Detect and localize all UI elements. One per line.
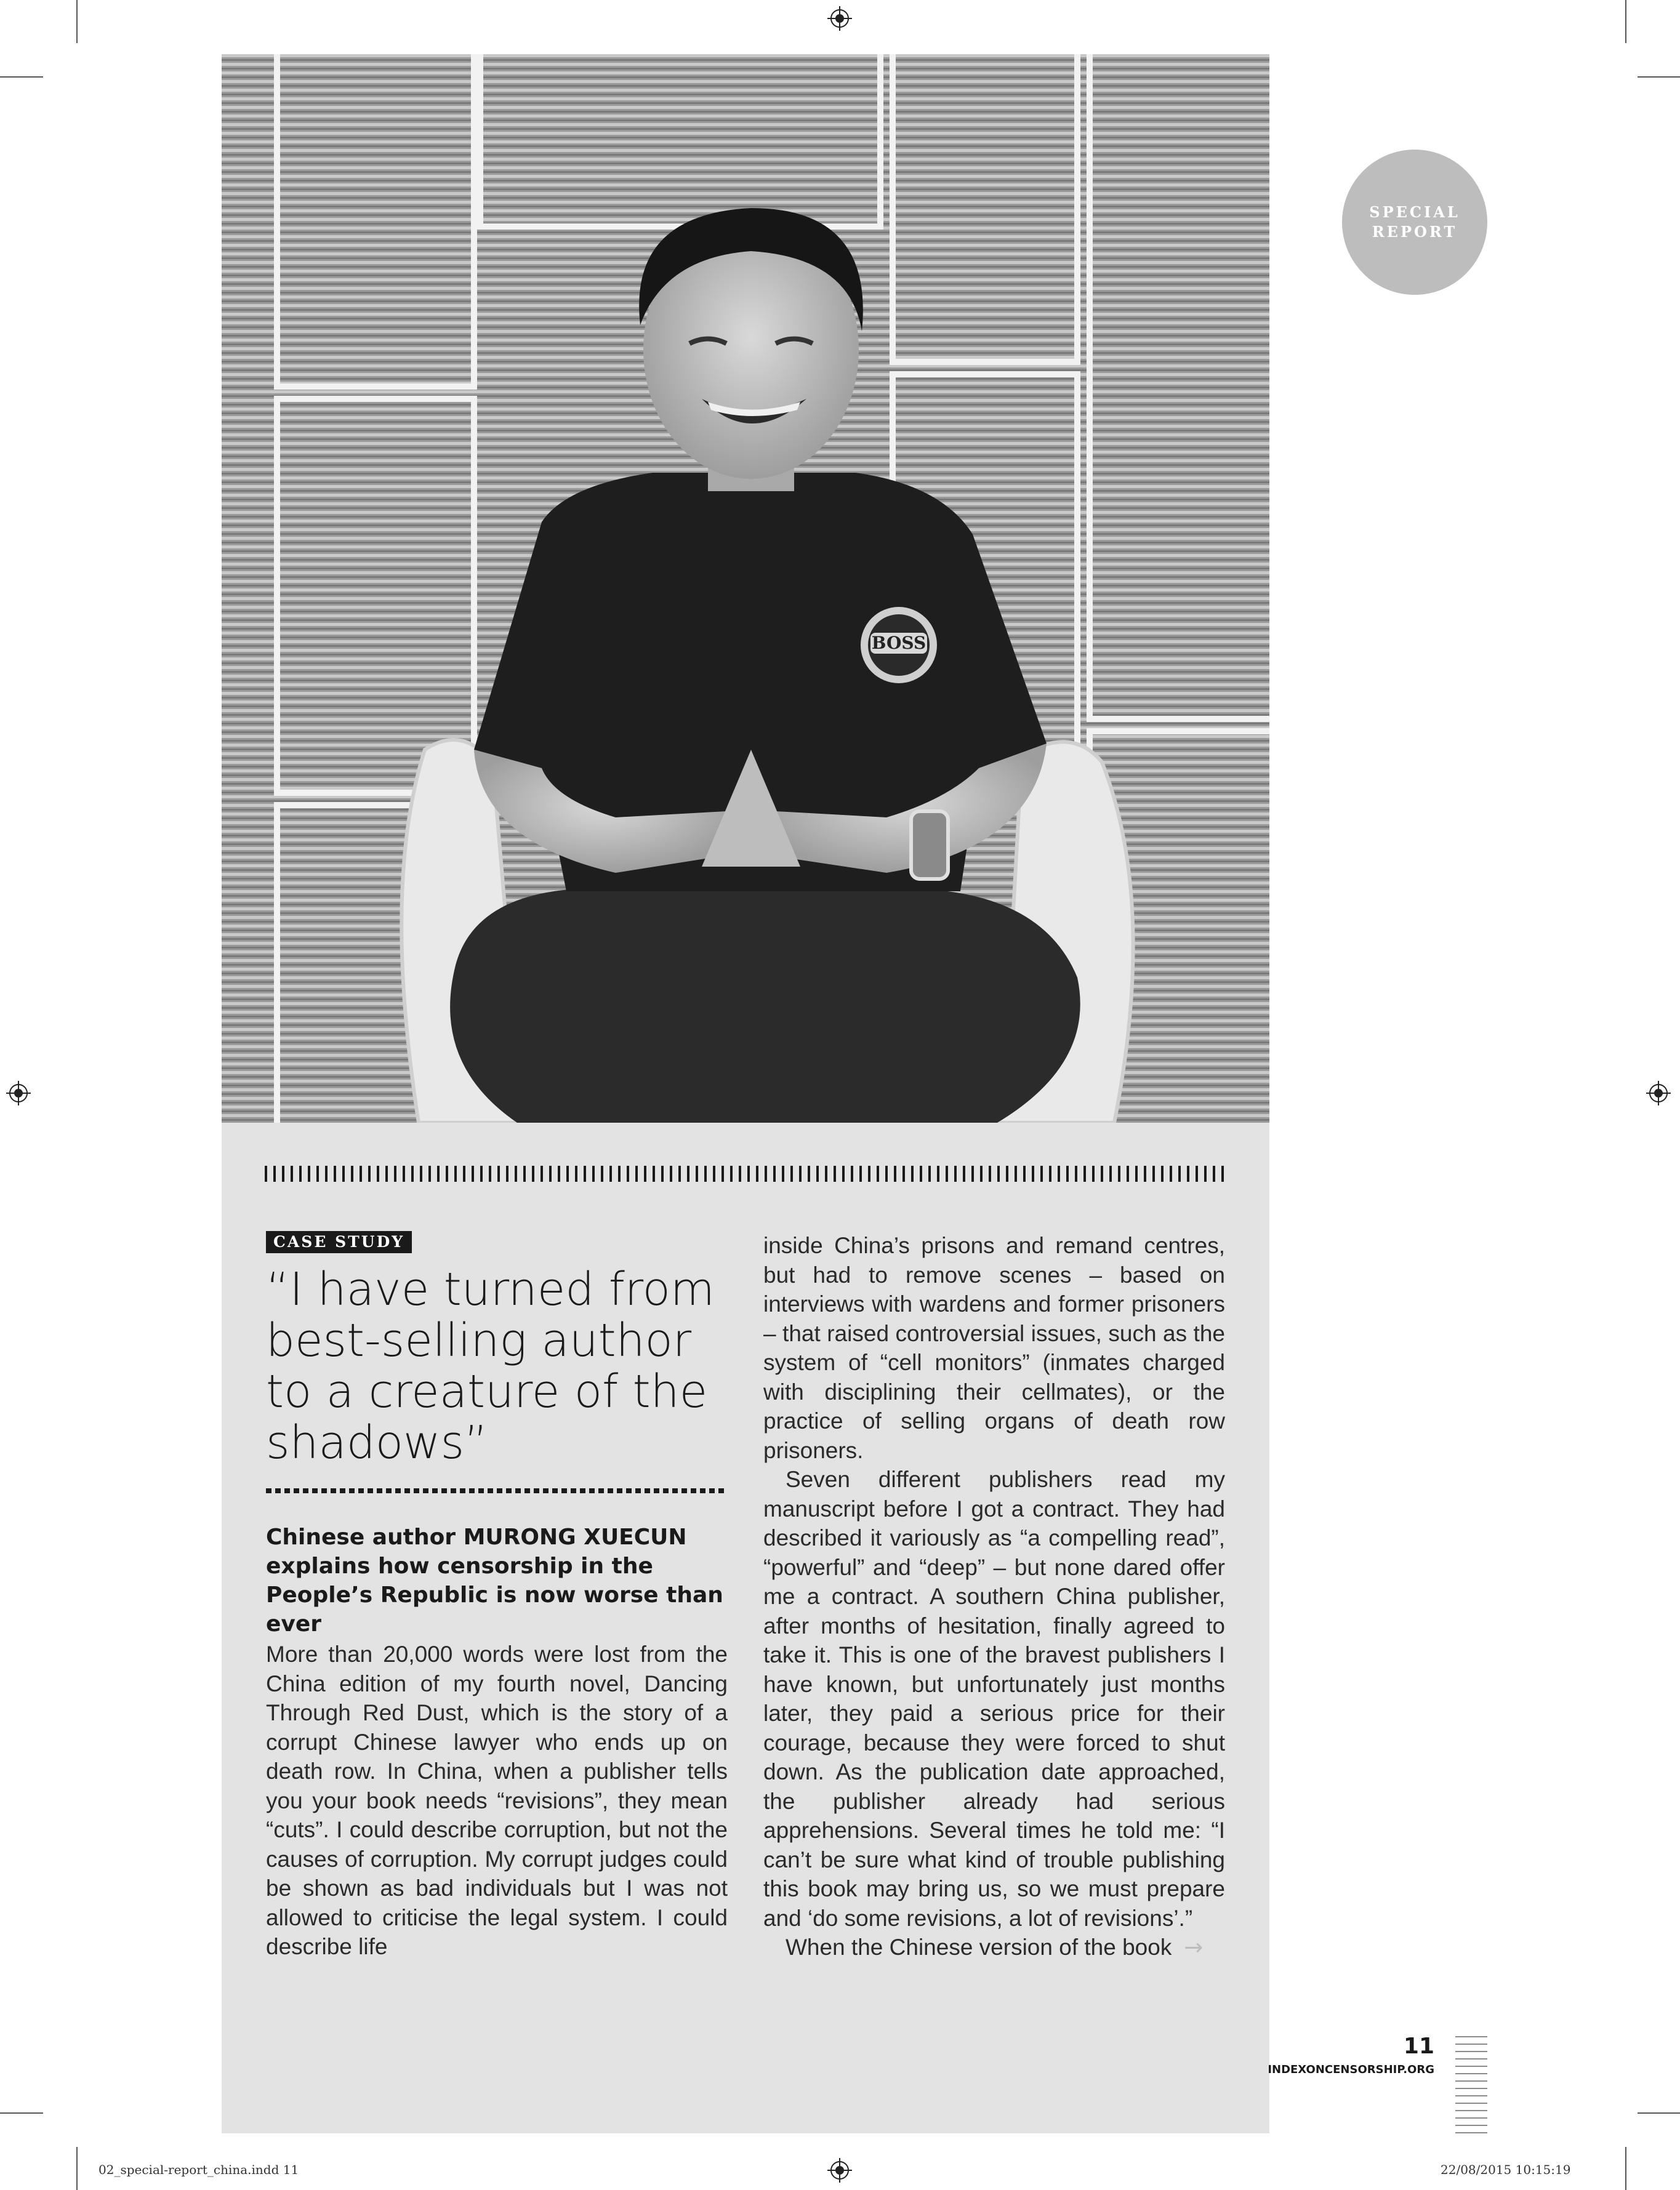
article-headline: “I have turned from best-selling author to a creature of the shadows” xyxy=(266,1263,715,1469)
crop-mark xyxy=(76,0,78,43)
article-column-2 xyxy=(763,1231,1225,1962)
crop-mark xyxy=(1625,2147,1626,2190)
dotted-divider xyxy=(266,1488,726,1493)
article-column-1 xyxy=(266,1640,728,1962)
crop-mark xyxy=(1638,76,1680,78)
crop-mark xyxy=(0,2112,43,2114)
crop-mark xyxy=(1638,2112,1680,2114)
registration-mark-icon xyxy=(1646,1081,1671,1105)
page-number: 11 xyxy=(1403,2034,1434,2059)
author-portrait-photo xyxy=(222,54,1269,1123)
crop-mark xyxy=(0,76,43,78)
registration-mark-icon xyxy=(827,2158,852,2183)
body-paragraph: More than 20,000 words were lost from the China edition of my fourth novel, Dancing Through Red Dust, which is the story of a corrupt Chinese lawyer who ends up on death row. In China, when a publisher tells you your book needs “revisions”, they mean “cuts”. I could describe corruption, but not the causes of corruption. My corrupt judges could be shown as bad individuals but I was not allowed to criticise the legal system. I could describe life xyxy=(266,1642,728,1959)
special-report-badge xyxy=(1342,150,1487,295)
crop-mark xyxy=(1625,0,1626,43)
badge-line-1: SPECIAL xyxy=(1369,203,1460,221)
tick-rule xyxy=(265,1166,1225,1182)
continued-text: When the Chinese version of the book xyxy=(786,1935,1172,1960)
standfirst-intro: Chinese author xyxy=(266,1525,464,1550)
registration-mark-icon xyxy=(6,1081,31,1105)
badge-line-2: REPORT xyxy=(1372,223,1458,241)
body-paragraph: inside China’s prisons and remand centres, but had to remove scenes – based on interviews with wardens and former prisoners – that raised controversial issues, such as the system of “cell monitors” (inmates charged with disciplining their cellmates), or the practice of selling organs of death row prisoners. xyxy=(763,1233,1225,1463)
slug-filename: 02_special-report_china.indd 11 xyxy=(98,2162,299,2177)
crop-mark xyxy=(76,2147,78,2190)
article-standfirst xyxy=(266,1523,734,1638)
case-study-label: CASE STUDY xyxy=(266,1231,412,1253)
body-paragraph: Seven different publishers read my manuscript before I got a contract. They had described it variously as “a compelling read”, “powerful” and “deep” – but none dared offer me a contract. A southern China publisher, after months of hesitation, finally agreed to take it. This is one of the bravest publishers I have known, but unfortunately just months later, they paid a serious price for their courage, because they were forced to shut down. As the publication date approached, the publisher already had serious apprehensions. Several times he told me: “I can’t be sure what kind of trouble publishing this book may bring us, so we must prepare and ‘do some revisions, a lot of revisions’.” xyxy=(763,1467,1225,1931)
registration-mark-icon xyxy=(827,6,852,31)
author-name: MURONG XUECUN xyxy=(463,1525,687,1550)
portrait-photo-icon xyxy=(222,54,1269,1123)
folio-lines xyxy=(1455,2036,1487,2135)
slug-timestamp: 22/08/2015 10:15:19 xyxy=(1441,2162,1571,2177)
body-paragraph-continued xyxy=(763,1933,1225,1962)
standfirst-rest: explains how censorship in the People’s Republic is now worse than ever xyxy=(266,1554,723,1637)
site-url: INDEXONCENSORSHIP.ORG xyxy=(1268,2063,1434,2076)
shirt-logo-text: BOSS xyxy=(871,633,926,653)
continue-arrow-icon: → xyxy=(1184,1934,1204,1960)
